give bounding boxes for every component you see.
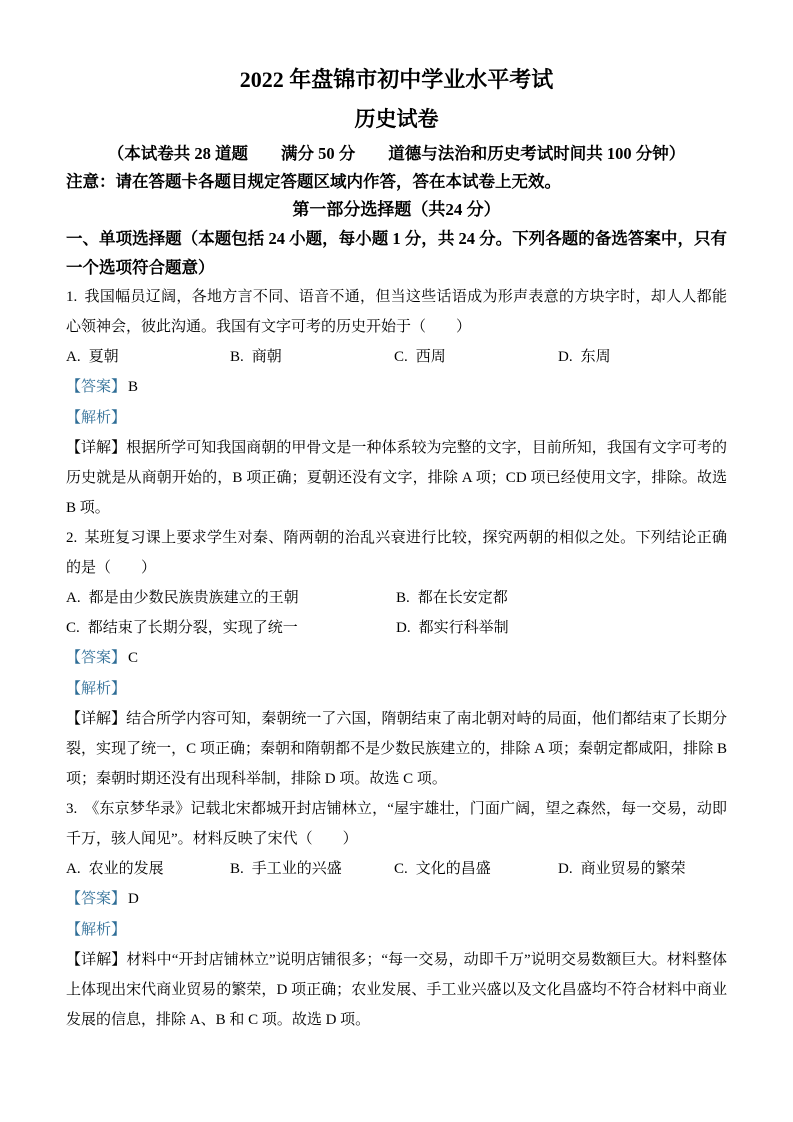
option-text: 西周 [415,349,446,365]
option-key: B. [396,590,410,606]
analysis-label: 【解析】 [66,409,127,426]
option-text: 都结束了长期分裂，实现了统一 [87,620,298,636]
answer-line [66,884,727,915]
option-c [66,613,396,643]
option-key: C. [66,620,80,636]
analysis-line [66,403,727,434]
option-b [230,342,394,372]
option-text: 文化的昌盛 [415,861,491,877]
detail-text: 根据所学可知我国商朝的甲骨文是一种体系较为完整的文字，目前所知，我国有文字可考的历史就是从商朝开始的，B 项正确；夏朝还没有文字，排除 A 项；CD 项已经使用文字，排除。故选 B 项。 [66,440,727,516]
question-block-2 [66,523,727,794]
options-row [66,613,727,643]
answer-value: B [128,379,139,395]
detail-text: 材料中“开封店铺林立”说明店铺很多；“每一交易，动即千万”说明交易数额巨大。材料整体上体现出宋代商业贸易的繁荣，D 项正确；农业发展、手工业兴盛以及文化昌盛均不符合材料中商业发展的信息，排除 A、B 和 C 项。故选 D 项。 [66,952,727,1028]
exam-info-line: （本试卷共 28 道题 满分 50 分 道德与法治和历史考试时间共 100 分钟） [107,144,686,163]
option-key: A. [66,861,81,877]
question-stem-text: 某班复习课上要求学生对秦、隋两朝的治乱兴衰进行比较，探究两朝的相似之处。下列结论正确的是（ ） [66,530,727,576]
option-text: 都在长安定都 [417,590,508,606]
question-stem-text: 《东京梦华录》记载北宋都城开封店铺林立，“屋宇雄壮，门面广阔，望之森然，每一交易，动即千万，骇人闻见”。材料反映了宋代（ ） [66,801,727,847]
answer-label: 【答案】 [66,379,127,395]
detail-text: 结合所学内容可知，秦朝统一了六国，隋朝结束了南北朝对峙的局面，他们都结束了长期分裂，实现了统一，C 项正确；秦朝和隋朝都不是少数民族建立的，排除 A 项；秦朝定都咸阳，排除 B 项；秦朝时期还没有出现科举制，排除 D 项。故选 C 项。 [66,711,727,787]
part-one-header: 第一部分选择题（共24 分） [292,200,501,219]
options-row [66,854,727,884]
answer-label: 【答案】 [66,891,127,907]
detail-paragraph [66,433,727,523]
question-stem-text: 我国幅员辽阔，各地方言不同、语音不通，但当这些话语成为形声表意的方块字时，却人人都能心领神会，彼此沟通。我国有文字可考的历史开始于（ ） [66,289,727,335]
option-c [394,854,558,884]
answer-line [66,372,727,403]
analysis-line [66,915,727,946]
option-d [558,342,611,372]
answer-label: 【答案】 [66,650,127,666]
option-b [396,583,508,613]
options-row [66,342,727,372]
section-header: 一、单项选择题（本题包括 24 小题，每小题 1 分，共 24 分。下列各题的备选答案中，只有一个选项符合题意） [66,229,727,277]
option-key: B. [230,861,244,877]
option-a [66,854,230,884]
option-key: C. [394,861,408,877]
question-stem [66,523,727,583]
analysis-label: 【解析】 [66,680,127,697]
option-d [396,613,509,643]
option-a [66,583,396,613]
detail-label: 【详解】 [66,440,127,456]
option-c [394,342,558,372]
option-text: 都是由少数民族贵族建立的王朝 [88,590,299,606]
answer-value: D [128,891,139,907]
detail-paragraph [66,945,727,1035]
options-row [66,583,727,613]
option-b [230,854,394,884]
option-text: 商朝 [251,349,282,365]
answer-value: C [128,650,139,666]
option-text: 夏朝 [88,349,119,365]
option-text: 商业贸易的繁荣 [580,861,686,877]
question-number: 3. [66,801,78,817]
option-key: D. [558,349,573,365]
option-key: D. [558,861,573,877]
notice-line: 注意：请在答题卡各题目规定答题区域内作答，答在本试卷上无效。 [66,172,561,191]
option-text: 东周 [580,349,611,365]
option-key: C. [394,349,408,365]
option-key: A. [66,349,81,365]
option-text: 都实行科举制 [418,620,509,636]
question-number: 1. [66,289,78,305]
detail-label: 【详解】 [66,711,127,727]
analysis-label: 【解析】 [66,921,127,938]
question-stem [66,282,727,342]
detail-label: 【详解】 [66,952,127,968]
answer-line [66,643,727,674]
option-text: 农业的发展 [88,861,164,877]
option-key: A. [66,590,81,606]
option-text: 手工业的兴盛 [251,861,342,877]
question-number: 2. [66,530,78,546]
doc-subtitle: 历史试卷 [354,107,439,131]
doc-title: 2022 年盘锦市初中学业水平考试 [239,67,554,92]
question-block-3 [66,794,727,1035]
question-stem [66,794,727,854]
option-key: D. [396,620,411,636]
option-key: B. [230,349,244,365]
option-d [558,854,686,884]
option-a [66,342,230,372]
question-block-1 [66,282,727,523]
detail-paragraph [66,704,727,794]
analysis-line [66,674,727,705]
